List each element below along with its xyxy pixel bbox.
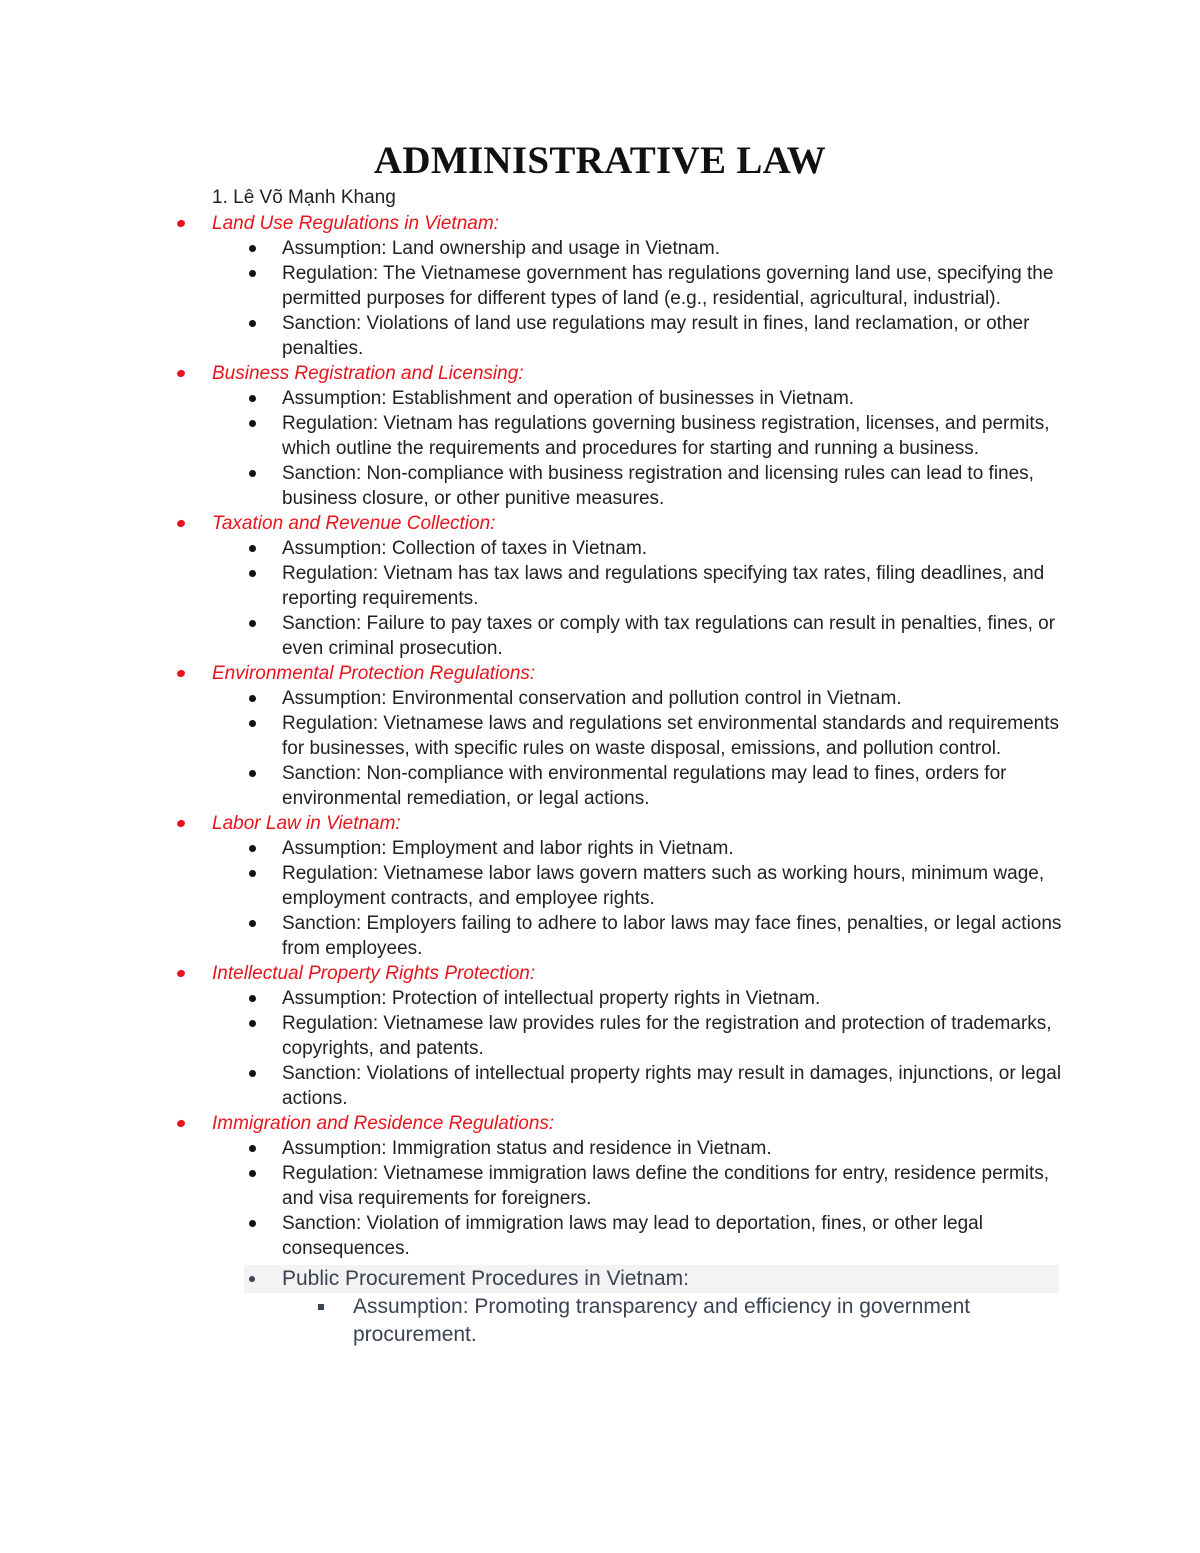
list-item-text: Regulation: Vietnamese immigration laws define the conditions for entry, residence permits, and visa requirements for foreigners. xyxy=(282,1163,1050,1209)
list-item xyxy=(0,561,1062,611)
section-business-registration xyxy=(0,361,1200,511)
bullet-icon xyxy=(249,845,256,852)
procurement-heading xyxy=(244,1265,1059,1293)
red-bullet-icon xyxy=(176,219,186,228)
list-item-text: Assumption: Promoting transparency and efficiency in government procurement. xyxy=(353,1295,971,1346)
list-item-text: Regulation: Vietnamese laws and regulations set environmental standards and requirements for businesses, with specific rules on waste disposal, emissions, and pollution control. xyxy=(282,713,1059,759)
list-item xyxy=(0,1011,1062,1061)
bullet-icon xyxy=(249,1220,256,1227)
bullet-icon xyxy=(249,870,256,877)
list-item-text: Assumption: Protection of intellectual property rights in Vietnam. xyxy=(282,988,821,1009)
procurement-heading-text: Public Procurement Procedures in Vietnam: xyxy=(282,1267,689,1290)
red-bullet-icon xyxy=(176,519,186,528)
list-item xyxy=(0,611,1062,661)
list-item-text: Regulation: The Vietnamese government has regulations governing land use, specifying the permitted purposes for different types of land (e.g., residential, agricultural, industrial). xyxy=(282,263,1054,309)
list-item-text: Sanction: Employers failing to adhere to labor laws may face fines, penalties, or legal actions from employees. xyxy=(282,913,1062,959)
bullet-icon xyxy=(249,245,256,252)
bullet-icon xyxy=(249,920,256,927)
red-bullet-icon xyxy=(176,819,186,828)
list-item xyxy=(0,1211,1062,1261)
bullet-icon xyxy=(249,570,256,577)
list-item-text: Sanction: Violations of land use regulations may result in fines, land reclamation, or other penalties. xyxy=(282,313,1030,359)
bullet-icon xyxy=(249,470,256,477)
section-heading xyxy=(0,361,1200,386)
section-heading-text: Taxation and Revenue Collection: xyxy=(212,513,496,534)
bullet-icon xyxy=(249,720,256,727)
list-item xyxy=(0,711,1062,761)
bullet-icon xyxy=(249,1276,255,1282)
bullet-icon xyxy=(249,620,256,627)
list-item-text: Sanction: Failure to pay taxes or comply with tax regulations can result in penalties, fines, or even criminal prosecution. xyxy=(282,613,1056,659)
list-item xyxy=(0,461,1062,511)
list-item xyxy=(0,236,1062,261)
list-item-text: Regulation: Vietnamese labor laws govern matters such as working hours, minimum wage, employment contracts, and employee rights. xyxy=(282,863,1045,909)
red-bullet-icon xyxy=(176,369,186,378)
section-heading xyxy=(0,811,1200,836)
list-item xyxy=(0,411,1062,461)
document-body xyxy=(0,211,1200,1349)
section-heading xyxy=(0,211,1200,236)
bullet-icon xyxy=(249,545,256,552)
red-bullet-icon xyxy=(176,669,186,678)
list-item-text: Sanction: Violations of intellectual property rights may result in damages, injunctions, or legal actions. xyxy=(282,1063,1062,1109)
bullet-icon xyxy=(249,420,256,427)
list-item xyxy=(0,1293,1053,1349)
list-item xyxy=(0,761,1062,811)
bullet-icon xyxy=(249,1020,256,1027)
list-item-text: Assumption: Immigration status and residence in Vietnam. xyxy=(282,1138,772,1159)
section-public-procurement xyxy=(0,1265,1200,1349)
bullet-icon xyxy=(249,395,256,402)
list-item-text: Sanction: Violation of immigration laws may lead to deportation, fines, or other legal consequences. xyxy=(282,1213,983,1259)
list-item xyxy=(0,386,1062,411)
list-item-text: Sanction: Non-compliance with environmental regulations may lead to fines, orders for environmental remediation, or legal actions. xyxy=(282,763,1007,809)
section-environmental xyxy=(0,661,1200,811)
section-heading xyxy=(0,961,1200,986)
section-heading-text: Labor Law in Vietnam: xyxy=(212,813,401,834)
section-taxation xyxy=(0,511,1200,661)
list-item-text: Assumption: Land ownership and usage in Vietnam. xyxy=(282,238,720,259)
list-item xyxy=(0,861,1062,911)
section-land-use xyxy=(0,211,1200,361)
list-item xyxy=(0,911,1062,961)
section-heading-text: Environmental Protection Regulations: xyxy=(212,663,536,684)
list-item-text: Regulation: Vietnamese law provides rules for the registration and protection of trademarks, copyrights, and patents. xyxy=(282,1013,1052,1059)
bullet-icon xyxy=(249,1170,256,1177)
red-bullet-icon xyxy=(176,1119,186,1128)
list-item xyxy=(0,1136,1062,1161)
section-immigration xyxy=(0,1111,1200,1261)
section-heading-text: Business Registration and Licensing: xyxy=(212,363,524,384)
list-item-text: Assumption: Employment and labor rights in Vietnam. xyxy=(282,838,734,859)
list-item xyxy=(0,311,1062,361)
bullet-icon xyxy=(249,995,256,1002)
red-bullet-icon xyxy=(176,969,186,978)
section-heading xyxy=(0,1111,1200,1136)
list-item xyxy=(0,536,1062,561)
section-intellectual-property xyxy=(0,961,1200,1111)
list-item xyxy=(0,261,1062,311)
bullet-icon xyxy=(249,770,256,777)
list-item-text: Assumption: Environmental conservation and pollution control in Vietnam. xyxy=(282,688,902,709)
list-item-text: Regulation: Vietnam has tax laws and regulations specifying tax rates, filing deadlines, and reporting requirements. xyxy=(282,563,1045,609)
list-item xyxy=(0,836,1062,861)
list-item xyxy=(0,686,1062,711)
section-heading xyxy=(0,511,1200,536)
list-item-text: Assumption: Collection of taxes in Vietnam. xyxy=(282,538,648,559)
section-labor-law xyxy=(0,811,1200,961)
section-heading-text: Land Use Regulations in Vietnam: xyxy=(212,213,499,234)
list-item xyxy=(0,1161,1062,1211)
section-heading-text: Intellectual Property Rights Protection: xyxy=(212,963,536,984)
bullet-icon xyxy=(249,270,256,277)
bullet-icon xyxy=(249,320,256,327)
bullet-icon xyxy=(249,695,256,702)
section-heading-text: Immigration and Residence Regulations: xyxy=(212,1113,555,1134)
document-title: ADMINISTRATIVE LAW xyxy=(373,139,827,182)
section-heading xyxy=(0,661,1200,686)
list-item-text: Assumption: Establishment and operation of businesses in Vietnam. xyxy=(282,388,855,409)
bullet-icon xyxy=(249,1070,256,1077)
list-item xyxy=(0,986,1062,1011)
bullet-icon xyxy=(249,1145,256,1152)
list-item-text: Regulation: Vietnam has regulations governing business registration, licenses, and permits, which outline the requirements and procedures for starting and running a business. xyxy=(282,413,1050,459)
author-line: 1. Lê Võ Mạnh Khang xyxy=(212,187,396,208)
square-bullet-icon xyxy=(318,1304,324,1310)
list-item xyxy=(0,1061,1062,1111)
list-item-text: Sanction: Non-compliance with business registration and licensing rules can lead to fines, business closure, or other punitive measures. xyxy=(282,463,1034,509)
